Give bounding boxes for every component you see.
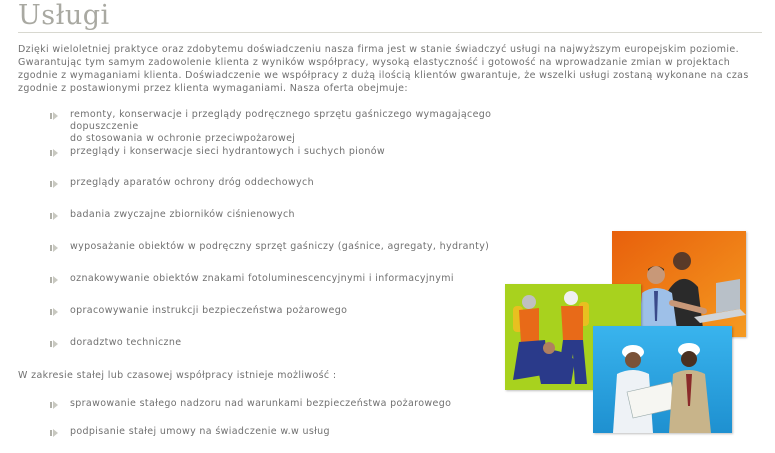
offer-item-label: badania zwyczajne zbiorników ciśnienowych (70, 209, 295, 220)
offer-item-label: remonty, konserwacje i przeglądy podręcznego sprzętu gaśniczego wymagającego dopuszczenie (70, 109, 492, 132)
bullet-icon (50, 400, 58, 410)
bullet-icon (50, 179, 58, 189)
bullet-icon (50, 275, 58, 285)
bullet-icon (50, 339, 58, 349)
bullet-icon (50, 148, 58, 158)
bullet-icon (50, 211, 58, 221)
offer-item-label: oznakowywanie obiektów znakami fotoluminescencyjnymi i informacyjnymi (70, 273, 454, 284)
offer-item-label: doradztwo techniczne (70, 337, 182, 348)
intro-paragraph: Dzięki wieloletniej praktyce oraz zdobytemu doświadczeniu nasza firma jest w stanie świadczyć usługi na najwyższym europejskim poziomie. Gwarantując tym samym zadowolenie klienta z wyników współpracy, wysoką elastyczność i gotowość na wprowadzanie zmian w projektach zgodnie z wymaganiami klienta. Doświadczenie we współpracy z dużą ilością klientów gwarantuje, że wszelki usługi zostaną wykonane na czas zgodnie z postawionymi przez klienta wymaganiami. Nasza oferta obejmuje: (18, 44, 749, 94)
cooperation-item-label: podpisanie stałej umowy na świadczenie w.w usług (70, 426, 330, 437)
cooperation-item-label: sprawowanie stałego nadzoru nad warunkami bezpieczeństwa pożarowego (70, 398, 452, 409)
bullet-icon (50, 111, 58, 121)
offer-item-label: przeglądy i konserwacje sieci hydrantowych i suchych pionów (70, 146, 386, 157)
bullet-icon (50, 307, 58, 317)
offer-item-label: przeglądy aparatów ochrony dróg oddechowych (70, 177, 314, 188)
offer-item-label-cont: do stosowania w ochronie przeciwpożarowej (70, 133, 296, 144)
offer-item-label: wyposażanie obiektów w podręczny sprzęt gaśniczy (gaśnice, agregaty, hydranty) (70, 241, 490, 252)
bullet-icon (50, 243, 58, 253)
page-title: Usługi (18, 0, 110, 31)
offer-item-label: opracowywanie instrukcji bezpieczeństwa pożarowego (70, 305, 348, 316)
bullet-icon (50, 428, 58, 438)
cooperation-intro: W zakresie stałej lub czasowej współpracy istnieje możliwość : (18, 370, 337, 381)
engineers-photo (593, 326, 732, 433)
title-divider (18, 32, 762, 33)
